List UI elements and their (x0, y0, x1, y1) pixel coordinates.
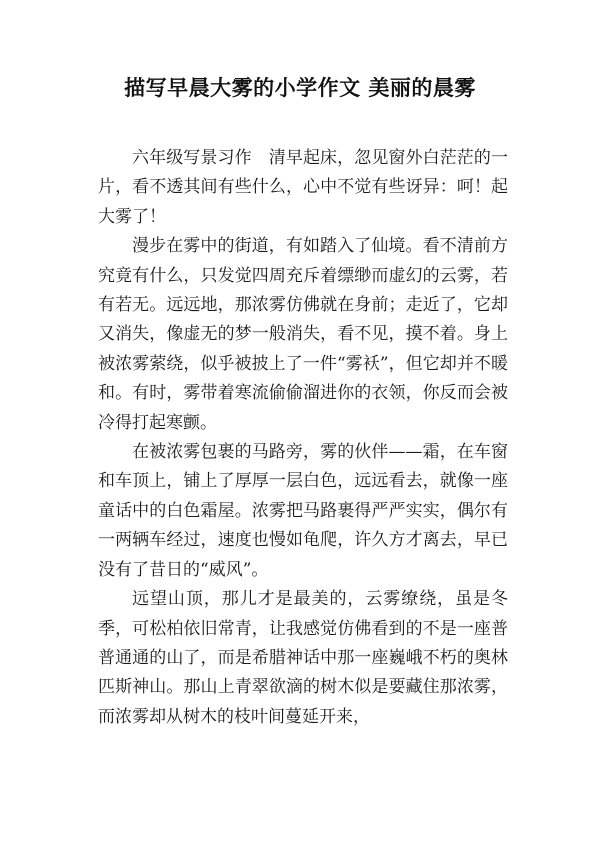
paragraph: 漫步在雾中的街道，有如踏入了仙境。看不清前方究竟有什么，只发觉四周充斥着缥缈而虚幻的云雾，若有若无。远远地，那浓雾仿佛就在身前；走近了，它却又消失，像虚无的梦一般消失，看不见，摸不着。身上被浓雾萦绕，似乎被披上了一件“雾袄”，但它却并不暖和。有时，雾带着寒流偷偷溜进你的衣领，你反而会被冷得打起寒颤。 (98, 236, 508, 433)
paragraph: 远望山顶，那儿才是最美的，云雾缭绕，虽是冬季，可松柏依旧常青，让我感觉仿佛看到的不是一座普普通通的山了，而是希腊神话中那一座巍峨不朽的奥林匹斯神山。那山上青翠欲滴的树木似是要藏住那浓雾，而浓雾却从树木的枝叶间蔓延开来， (98, 589, 508, 727)
article-body (98, 144, 508, 732)
document-title: 描写早晨大雾的小学作文 美丽的晨雾 (124, 76, 476, 100)
paragraph: 在被浓雾包裹的马路旁，雾的伙伴——霜，在车窗和车顶上，铺上了厚厚一层白色，远远看去，就像一座童话中的白色霜屋。浓雾把马路裹得严严实实，偶尔有一两辆车经过，速度也慢如龟爬，许久方才离去，早已没有了昔日的“威风”。 (98, 442, 508, 580)
paragraph: 六年级写景习作 清早起床，忽见窗外白茫茫的一片，看不透其间有些什么，心中不觉有些讶异：呵！起大雾了！ (98, 148, 508, 227)
